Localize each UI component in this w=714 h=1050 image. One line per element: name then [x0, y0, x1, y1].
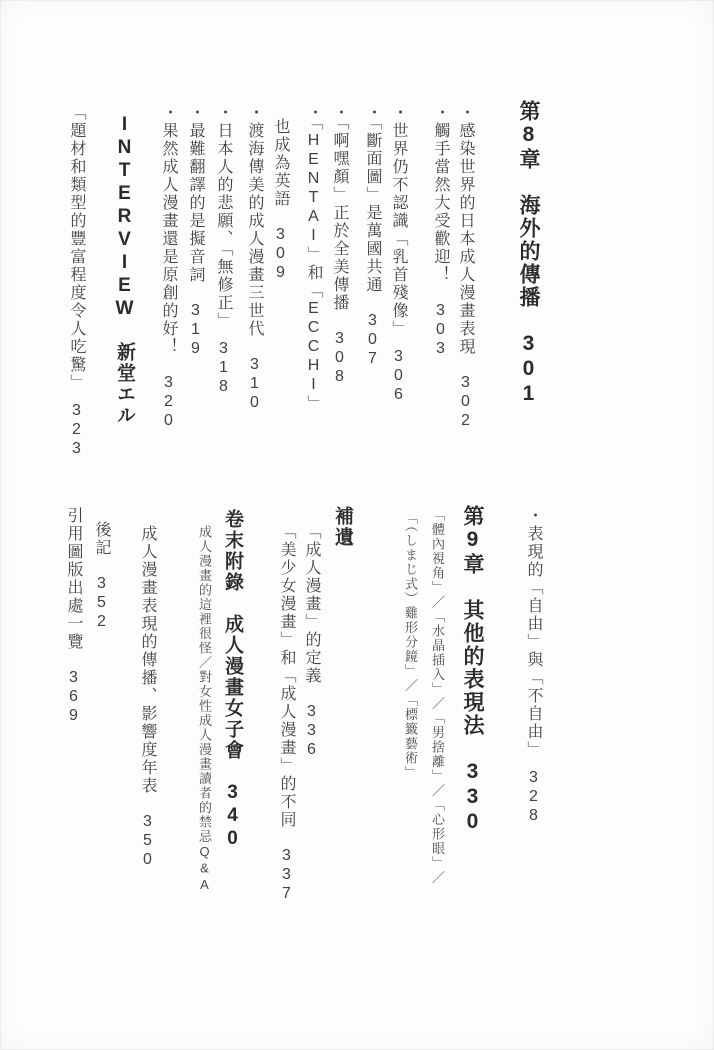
appendix-heading: 卷末附錄 成人漫畫女子會 340: [222, 509, 243, 851]
chapter8-heading: 第8章 海外的傳播 301: [517, 100, 540, 407]
chapter9-heading: 第9章 其他的表現法 330: [461, 505, 484, 835]
toc-entry-bishoujo-difference: 「美少女漫畫」和「成人漫畫」的不同 337: [278, 523, 295, 904]
toc-entry-cross-section: ・「斷面圖」是萬國共通 307: [364, 104, 381, 369]
toc-entry-freedom-unfreedom: ・表現的「自由」與「不自由」 328: [525, 507, 542, 826]
toc-entry-hentai-ecchi-line2: 也成為英語 309: [272, 118, 289, 283]
toc-entry-adult-manga-definition: 「成人漫畫」的定義 336: [303, 523, 320, 760]
chapter9-appendix-block: [61, 505, 545, 905]
interview-heading: INTERVIEW 新堂エル: [114, 114, 135, 426]
toc-entry-original-is-best: ・果然成人漫畫還是原創的好！ 320: [160, 104, 177, 431]
toc-entry-illustration-credits: 引用圖版出處一覽 369: [65, 507, 82, 726]
appendix-roundtable-subtitle: 成人漫畫的這裡很怪／對女性成人漫畫讀者的禁忌Q&A: [197, 525, 212, 894]
toc-entry-three-generations: ・渡海傳美的成人漫畫三世代 310: [246, 104, 263, 413]
chapter9-techniques-line1: 「體內視角」／「水晶插入」／「男捨離」／「心形眼」／: [430, 508, 445, 885]
toc-entry-global-spread: ・感染世界的日本成人漫畫表現 302: [457, 104, 474, 431]
toc-entry-ahegao: ・「啊嘿顏」正於全美傳播 308: [331, 104, 348, 387]
toc-entry-nipple-afterimage: ・世界仍不認識「乳首殘像」 306: [390, 104, 407, 405]
toc-entry-onomatopoeia: ・最難翻譯的是擬音詞 319: [187, 104, 204, 359]
toc-entry-uncensored: ・日本人的悲願、「無修正」 318: [215, 104, 232, 397]
toc-entry-hentai-ecchi-line1: ・「HENTAI」和「ECCHI」: [305, 104, 322, 413]
chapter9-techniques-line2: 「（しまじ式）雞形分鏡」／「標籤藝術」: [403, 511, 418, 780]
toc-entry-timeline: 成人漫畫表現的傳播、影響度年表 350: [139, 525, 156, 870]
chapter8-toc-block: [64, 100, 545, 459]
interview-quote: 「題材和類型的豐富程度令人吃驚」 323: [68, 104, 85, 459]
supplement-heading: 補遺: [332, 506, 353, 548]
toc-entry-tentacles: ・觸手當然大受歡迎！ 303: [432, 104, 449, 359]
toc-entry-afterword: 後記 352: [93, 521, 110, 632]
